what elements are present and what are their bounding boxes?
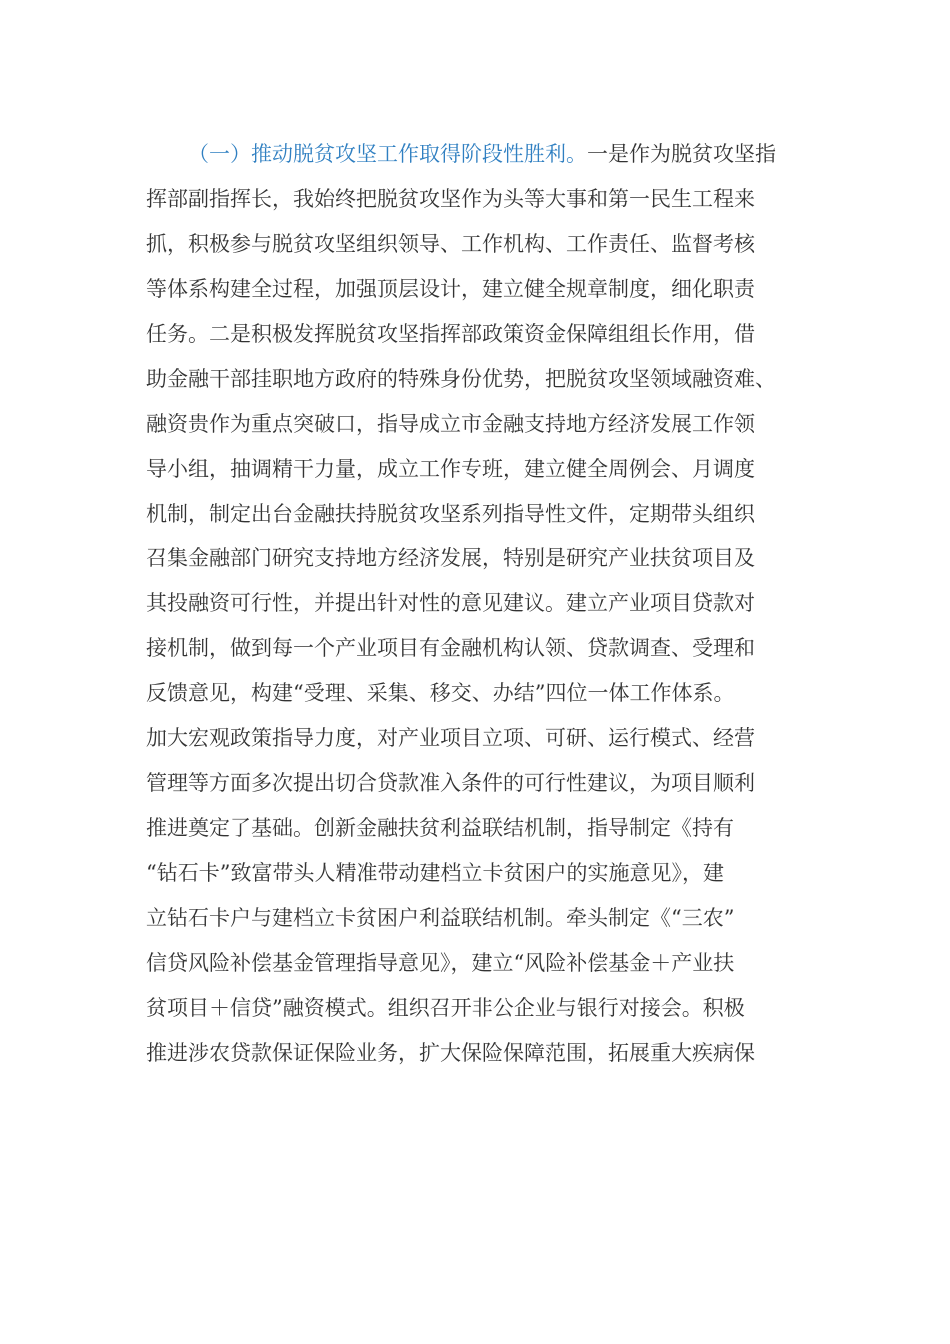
paragraph-line: 任务。二是积极发挥脱贫攻坚指挥部政策资金保障组组长作用，借 [146, 321, 755, 346]
paragraph-line: 推进奠定了基础。创新金融扶贫利益联结机制，指导制定《持有 [146, 816, 734, 841]
paragraph-line: 管理等方面多次提出切合贷款准入条件的可行性建议，为项目顺利 [146, 771, 755, 796]
paragraph-line-1 [146, 134, 826, 174]
body-paragraph [146, 134, 826, 1078]
paragraph-line: 机制，制定出台金融扶持脱贫攻坚系列指导性文件，定期带头组织 [146, 501, 755, 526]
paragraph-line: 等体系构建全过程，加强顶层设计，建立健全规章制度，细化职责 [146, 276, 755, 301]
paragraph-line: “钻石卡”致富带头人精准带动建档立卡贫困户的实施意见》，建 [146, 861, 724, 885]
paragraph-line: 信贷风险补偿基金管理指导意见》，建立“风险补偿基金＋产业扶 [146, 950, 735, 975]
paragraph-line: 接机制，做到每一个产业项目有金融机构认领、贷款调查、受理和 [146, 636, 755, 661]
paragraph-line: 导小组，抽调精干力量，成立工作专班，建立健全周例会、月调度 [146, 456, 755, 481]
paragraph-line: 加大宏观政策指导力度，对产业项目立项、可研、运行模式、经营 [146, 726, 755, 751]
paragraph-line: 反馈意见，构建“受理、采集、移交、办结”四位一体工作体系。 [146, 681, 735, 706]
paragraph-line: 推进涉农贷款保证保险业务，扩大保险保障范围，拓展重大疾病保 [146, 1040, 755, 1065]
paragraph-line: 立钻石卡户与建档立卡贫困户利益联结机制。牵头制定《“三农” [146, 905, 735, 930]
paragraph-line: 挥部副指挥长，我始终把脱贫攻坚作为头等大事和第一民生工程来 [146, 186, 755, 211]
paragraph-line: 召集金融部门研究支持地方经济发展，特别是研究产业扶贫项目及 [146, 546, 755, 571]
paragraph-line: 其投融资可行性，并提出针对性的意见建议。建立产业项目贷款对 [146, 591, 755, 616]
first-line-text: 一是作为脱贫攻坚指 [587, 142, 776, 166]
paragraph-line: 助金融干部挂职地方政府的特殊身份优势，把脱贫攻坚领域融资难、 [146, 366, 776, 391]
section-heading: （一）推动脱贫攻坚工作取得阶段性胜利。 [188, 142, 587, 166]
paragraph-line: 贫项目＋信贷”融资模式。组织召开非公企业与银行对接会。积极 [146, 995, 745, 1020]
paragraph-line: 抓，积极参与脱贫攻坚组织领导、工作机构、工作责任、监督考核 [146, 231, 755, 256]
paragraph-line: 融资贵作为重点突破口，指导成立市金融支持地方经济发展工作领 [146, 411, 755, 436]
